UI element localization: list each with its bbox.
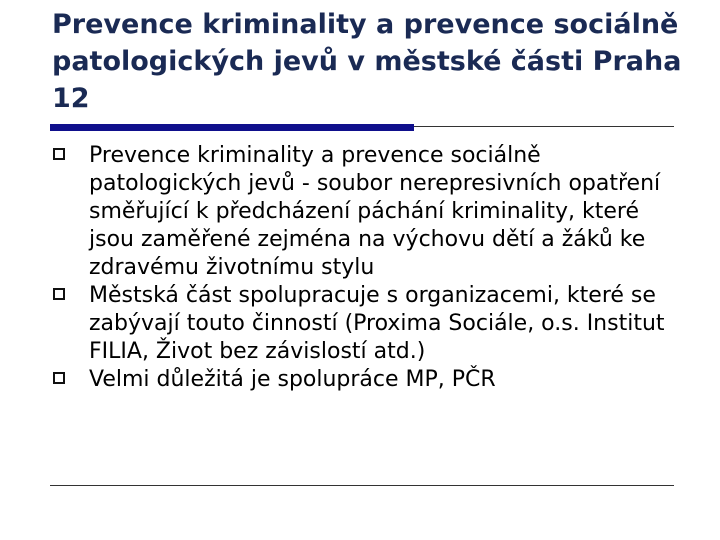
hollow-square-bullet-icon [53,148,65,160]
bullet-text: Městská část spolupracuje s organizacemi, které se zabývají touto činností (Proxima Sociále, o.s. Institut FILIA, Život bez závislostí atd.) [89,283,665,364]
hollow-square-bullet-icon [53,288,65,300]
bullet-list [50,142,690,394]
bullet-item [50,366,690,394]
hollow-square-bullet-icon [53,372,65,384]
title-divider-accent [50,124,414,131]
bullet-item [50,282,690,366]
bullet-item [50,142,690,282]
bullet-text: Velmi důležitá je spolupráce MP, PČR [89,367,496,392]
slide-title: Prevence kriminality a prevence sociálně patologických jevů v městské části Praha 12 [52,9,682,114]
bottom-divider [50,485,674,486]
bullet-text: Prevence kriminality a prevence sociálně patologických jevů - soubor nerepresivních opatření směřující k předcházení páchání kriminality, které jsou zaměřené zejména na výchovu dětí a žáků ke zdravému životnímu stylu [89,143,661,280]
